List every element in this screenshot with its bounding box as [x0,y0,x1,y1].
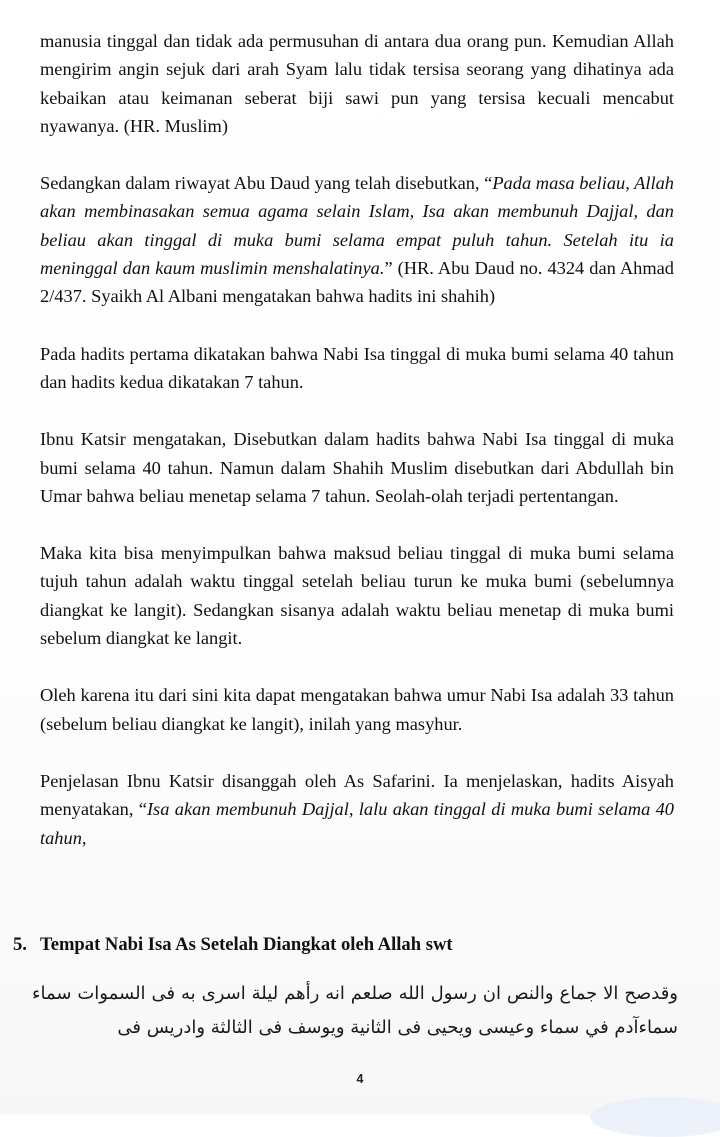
paragraph-text: Maka kita bisa menyimpulkan bahwa maksud beliau tinggal di muka bumi selama tujuh tahun adalah waktu tinggal setelah beliau turun ke muka bumi (sebelumnya diangkat ke langit). Sedangkan sisanya adalah waktu beliau menetap di muka bumi sebelum diangkat ke langit. [40,543,674,649]
italic-quote-text: Isa akan membunuh Dajjal, lalu akan tinggal di muka bumi selama 40 tahun, [40,799,674,848]
paragraph-4 [40,425,674,510]
paragraph-text: Oleh karena itu dari sini kita dapat mengatakan bahwa umur Nabi Isa adalah 33 tahun (sebelum beliau diangkat ke langit), inilah yang masyhur. [40,685,674,734]
paragraph-text: ” (HR. Abu Daud no. 4324 dan Ahmad 2/437. Syaikh Al Albani mengatakan bahwa hadits ini shahih) [40,258,674,307]
paragraph-2 [40,169,674,310]
paragraph-text: Pada hadits pertama dikatakan bahwa Nabi Isa tinggal di muka bumi selama 40 tahun dan hadits kedua dikatakan 7 tahun. [40,343,674,392]
section-title: Tempat Nabi Isa As Setelah Diangkat oleh Allah swt [40,934,453,955]
paragraph-7 [40,767,674,852]
paragraph-6 [40,681,674,738]
page-number: 4 [356,1072,364,1086]
corner-shade [590,1097,720,1137]
paragraph-text: Penjelasan Ibnu Katsir disanggah oleh As Safarini. Ia menjelaskan, hadits Aisyah menyatakan, “ [40,770,674,820]
section-heading [13,931,693,959]
arabic-quote: وقدصح الا جماع والنص ان رسول الله صلعم انه رأهم ليلة اسرى به فى السموات سماء سماءآدم في سماء وعيسى ويحيى فى الثانية ويوسف فى الثالثة وادريس فى [32,983,678,1038]
paragraph-1 [40,27,674,140]
paragraph-3 [40,340,674,397]
paragraph-text: Sedangkan dalam riwayat Abu Daud yang telah disebutkan, “ [40,173,493,194]
paragraph-text: manusia tinggal dan tidak ada permusuhan di antara dua orang pun. Kemudian Allah mengirim angin sejuk dari arah Syam lalu tidak tersisa seorang yang dihatinya ada kebaikan atau keimanan seberat biji sawi pun yang tersisa kecuali mencabut nyawanya. (HR. Muslim) [40,31,674,136]
italic-quote-text: Pada masa beliau, Allah akan membinasakan semua agama selain Islam, Isa akan membunuh Dajjal, dan beliau akan tinggal di muka bumi selama empat puluh tahun. Setelah itu ia meninggal dan kaum muslimin menshalatinya. [40,173,674,279]
paragraph-5 [40,539,674,652]
body-text [40,27,674,881]
section-number: 5. [13,934,27,955]
paragraph-text: Ibnu Katsir mengatakan, Disebutkan dalam hadits bahwa Nabi Isa tinggal di muka bumi selama 40 tahun. Namun dalam Shahih Muslim disebutkan dari Abdullah bin Umar bahwa beliau menetap selama 7 tahun. Seolah-olah terjadi pertentangan. [40,429,674,506]
